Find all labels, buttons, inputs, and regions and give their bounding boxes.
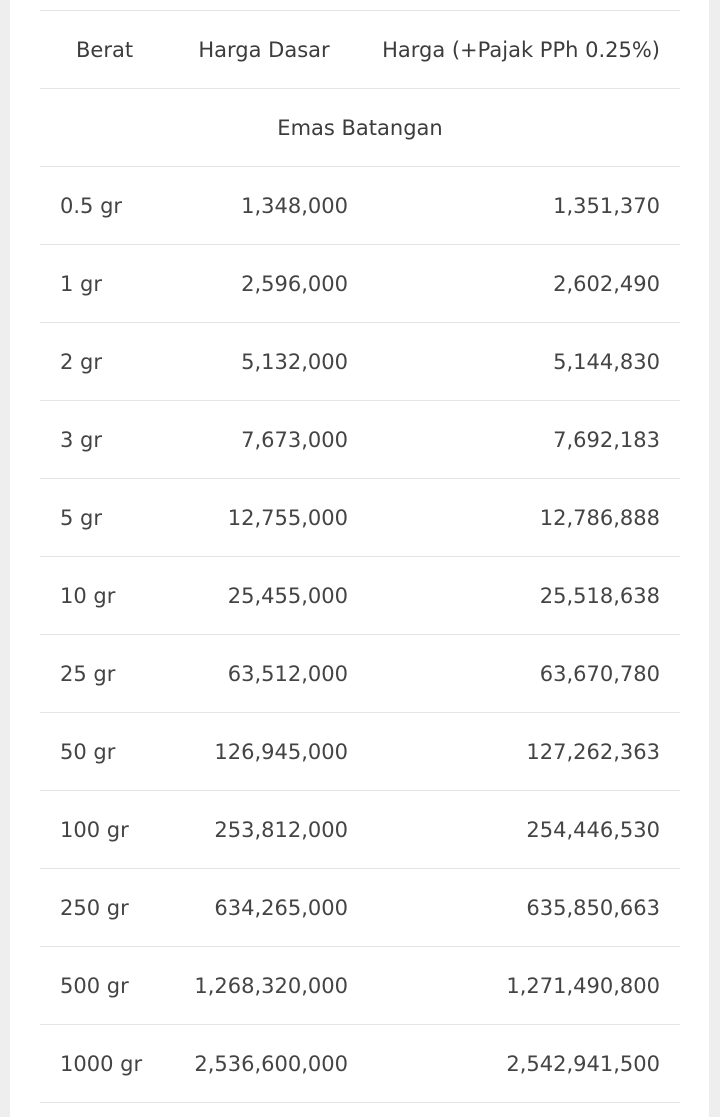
price-with-tax-cell: 7,692,183 [348, 401, 680, 479]
header-base-price: Harga Dasar [180, 11, 348, 89]
table-row [40, 401, 680, 479]
header-price-with-tax: Harga (+Pajak PPh 0.25%) [348, 11, 680, 89]
table-row [40, 167, 680, 245]
base-price-cell: 63,512,000 [180, 635, 348, 713]
table-row [40, 635, 680, 713]
gold-price-table [40, 10, 680, 1103]
base-price-cell: 1,348,000 [180, 167, 348, 245]
base-price-cell: 126,945,000 [180, 713, 348, 791]
weight-cell: 10 gr [40, 557, 180, 635]
weight-cell: 1 gr [40, 245, 180, 323]
price-with-tax-cell: 2,602,490 [348, 245, 680, 323]
table-header-row [40, 11, 680, 89]
table-row [40, 947, 680, 1025]
table-row [40, 479, 680, 557]
price-with-tax-cell: 1,351,370 [348, 167, 680, 245]
table-row [40, 1025, 680, 1103]
weight-cell: 5 gr [40, 479, 180, 557]
weight-cell: 50 gr [40, 713, 180, 791]
table-row [40, 713, 680, 791]
base-price-cell: 2,596,000 [180, 245, 348, 323]
base-price-cell: 1,268,320,000 [180, 947, 348, 1025]
weight-cell: 25 gr [40, 635, 180, 713]
base-price-cell: 253,812,000 [180, 791, 348, 869]
section-row [40, 89, 680, 167]
table-row [40, 557, 680, 635]
table-row [40, 791, 680, 869]
price-with-tax-cell: 12,786,888 [348, 479, 680, 557]
weight-cell: 2 gr [40, 323, 180, 401]
price-with-tax-cell: 5,144,830 [348, 323, 680, 401]
header-weight: Berat [40, 11, 180, 89]
price-with-tax-cell: 1,271,490,800 [348, 947, 680, 1025]
price-with-tax-cell: 127,262,363 [348, 713, 680, 791]
base-price-cell: 5,132,000 [180, 323, 348, 401]
price-with-tax-cell: 2,542,941,500 [348, 1025, 680, 1103]
price-with-tax-cell: 25,518,638 [348, 557, 680, 635]
weight-cell: 250 gr [40, 869, 180, 947]
base-price-cell: 634,265,000 [180, 869, 348, 947]
base-price-cell: 2,536,600,000 [180, 1025, 348, 1103]
table-body [40, 89, 680, 1103]
table-row [40, 245, 680, 323]
weight-cell: 1000 gr [40, 1025, 180, 1103]
weight-cell: 0.5 gr [40, 167, 180, 245]
section-title: Emas Batangan [40, 89, 680, 167]
price-with-tax-cell: 635,850,663 [348, 869, 680, 947]
weight-cell: 500 gr [40, 947, 180, 1025]
page-content [10, 0, 709, 1117]
base-price-cell: 25,455,000 [180, 557, 348, 635]
base-price-cell: 7,673,000 [180, 401, 348, 479]
base-price-cell: 12,755,000 [180, 479, 348, 557]
price-with-tax-cell: 63,670,780 [348, 635, 680, 713]
weight-cell: 3 gr [40, 401, 180, 479]
price-with-tax-cell: 254,446,530 [348, 791, 680, 869]
table-row [40, 323, 680, 401]
table-row [40, 869, 680, 947]
weight-cell: 100 gr [40, 791, 180, 869]
